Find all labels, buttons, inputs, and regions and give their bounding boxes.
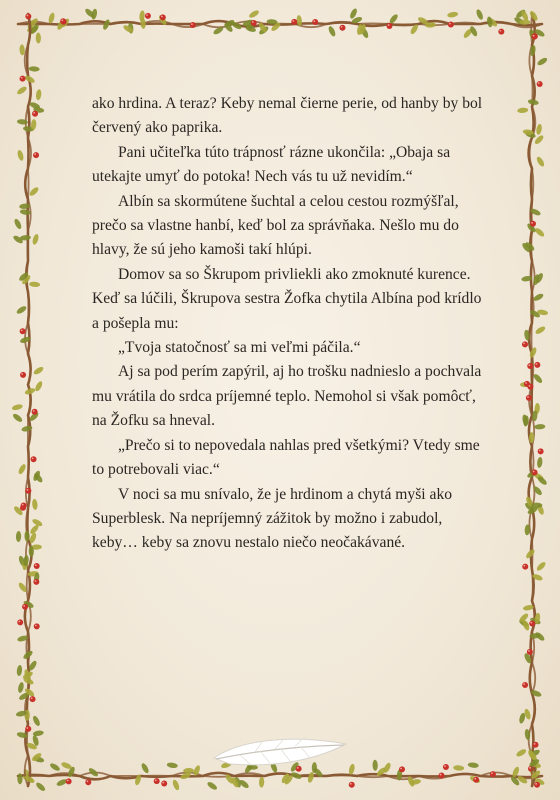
paragraph-7: „Prečo si to nepovedala nahlas pred všetkými? Vtedy sme to potrebovali viac.“ xyxy=(92,436,480,479)
paragraph-4: Domov sa so Škrupom privliekli ako zmoknuté kurence. Keď sa lúčili, Škrupova sestra Žofka chytila Albína pod krídlo a pošepla mu: xyxy=(92,265,482,332)
paragraph-3: Albín sa skormútene šuchtal a celou cestou rozmýšľal, prečo sa vlastne hanbí, keď bol za správňaka. Nešlo mu do hlavy, že sú jeho kamoši takí hlúpi. xyxy=(92,192,459,259)
paragraph-2: Pani učiteľka túto trápnosť rázne ukončila: „Obaja sa utekajte umyť do potoka! Nech vás tu už nevidím.“ xyxy=(92,143,451,186)
paragraph-5: „Tvoja statočnosť sa mi veľmi páčila.“ xyxy=(118,339,361,357)
paragraph-6: Aj sa pod perím zapýril, aj ho trošku nadnieslo a pochvala mu vrátila do srdca príjemné teplo. Nemohol si však pomôcť, na Žofku sa hneval. xyxy=(92,363,482,430)
story-text xyxy=(92,92,484,556)
feather-icon xyxy=(210,728,350,778)
paragraph-1: ako hrdina. A teraz? Keby nemal čierne perie, od hanby by bol červený ako paprika. xyxy=(92,95,483,137)
paragraph-8: V noci sa mu snívalo, že je hrdinom a chytá myši ako Superblesk. Na nepríjemný zážitok by možno i zabudol, keby… keby sa znovu nestalo niečo neočakávané. xyxy=(92,485,453,552)
